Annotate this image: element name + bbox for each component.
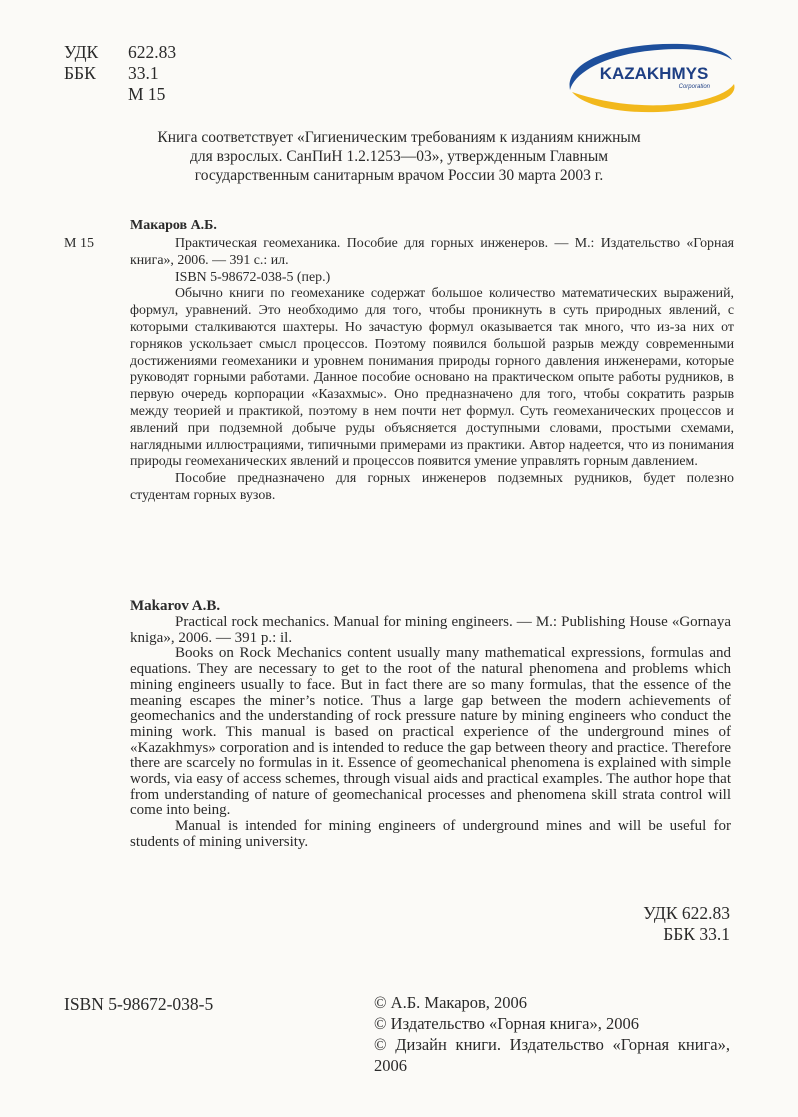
copyright-block (374, 992, 730, 1076)
russian-annotation (64, 217, 734, 505)
en-author: Makarov A.B. (130, 598, 221, 614)
classification-codes (64, 42, 176, 105)
notice-line-3: государственным санитарным врачом России 30 марта 2003 г. (194, 167, 604, 184)
logo-brand-text: KAZAKHMYS (599, 64, 709, 83)
copyright-author: © А.Б. Макаров, 2006 (374, 993, 528, 1012)
english-annotation (130, 597, 731, 851)
udk-bottom: УДК 622.83 (643, 903, 730, 923)
kazakhmys-logo (560, 38, 738, 122)
copyright-design: © Дизайн книги. Издательство «Горная книга», 2006 (374, 1035, 730, 1075)
en-title: Practical rock mechanics. Manual for mining engineers. — M.: Publishing House «Gornaya kniga», 2006. — 391 p.: il. (130, 614, 731, 646)
ru-isbn: ISBN 5-98672-038-5 (пер.) (175, 269, 331, 285)
en-abstract: Books on Rock Mechanics content usually many mathematical expressions, formulas and equations. They are necessary to get to the root of the natural phenomena and problems which mining engineers usually to face. But in fact there are so many formulas, that the essence of the meaning escapes the miner’s notice. Thus a large gap between the modern achievements of geomechanics and the understanding of rock pressure nature by mining engineers who conduct the mining work. This manual is based on practical experience of the underground mines of «Kazakhmys» corporation and is intended to reduce the gap between theory and practice. Therefore there are scarcely no formulas in it. Essence of geomechanical phenomena is explained with simple words, via easy of access schemes, through visual aids and practical examples. The author hope that from understanding of nature of geomechanical processes and phenomena skill strata control will come into being. (130, 645, 731, 819)
ru-title: Практическая геомеханика. Пособие для горных инженеров. — М.: Издательство «Горная книга», 2006. — 391 с.: ил. (130, 236, 734, 268)
en-audience: Manual is intended for mining engineers of underground mines and will be useful for students of mining university. (130, 818, 731, 850)
ru-author-mark: М 15 (64, 236, 94, 251)
classification-codes-bottom (0, 903, 730, 945)
isbn: ISBN 5-98672-038-5 (64, 994, 214, 1014)
notice-line-1: Книга соответствует «Гигиеническим требованиям к изданиям книжным (157, 129, 641, 146)
logo-swoosh-gold (572, 84, 735, 112)
copyright-publisher: © Издательство «Горная книга», 2006 (374, 1014, 639, 1033)
notice-line-2: для взрослых. СанПиН 1.2.1253—03», утвержденным Главным (189, 148, 609, 165)
bbk-label: ББК (64, 63, 96, 83)
bbk-bottom: ББК 33.1 (663, 924, 730, 944)
ru-abstract: Обычно книги по геомеханике содержат большое количество математических выражений, формул, уравнений. Это необходимо для того, чтобы проникнуть в суть природных явлений, с которыми сталкиваются шахтеры. Но зачастую формул оказывается так много, что из-за них от горняков ускользает смысл процессов. Поэтому появился большой разрыв между современными достижениями геомеханики и уровнем понимания природы горного давления инженерами, которые руководят горными работами. Данное пособие основано на практическом опыте работы рудников, в первую очередь корпорации «Казахмыс». Оно предназначено для того, чтобы сократить разрыв между теорией и практикой, поэтому в нем почти нет формул. Суть геомеханических процессов и явлений при подземной добыче руды объясняется доступными словами, простыми схемами, наглядными иллюстрациями, типичными примерами из практики. Автор надеется, что из понимания природы геомеханических явлений и процессов появится умение управлять горным давлением. (130, 286, 734, 470)
bbk-value: 33.1 (128, 63, 159, 83)
ru-audience: Пособие предназначено для горных инженеров подземных рудников, будет полезно студентам горных вузов. (130, 471, 734, 503)
author-mark: М 15 (128, 84, 166, 104)
ru-author: Макаров А.Б. (130, 218, 217, 233)
hygiene-notice (84, 128, 714, 185)
udk-value: 622.83 (128, 42, 177, 62)
udk-label: УДК (64, 42, 99, 62)
logo-sub-text: Corporation (678, 84, 710, 90)
